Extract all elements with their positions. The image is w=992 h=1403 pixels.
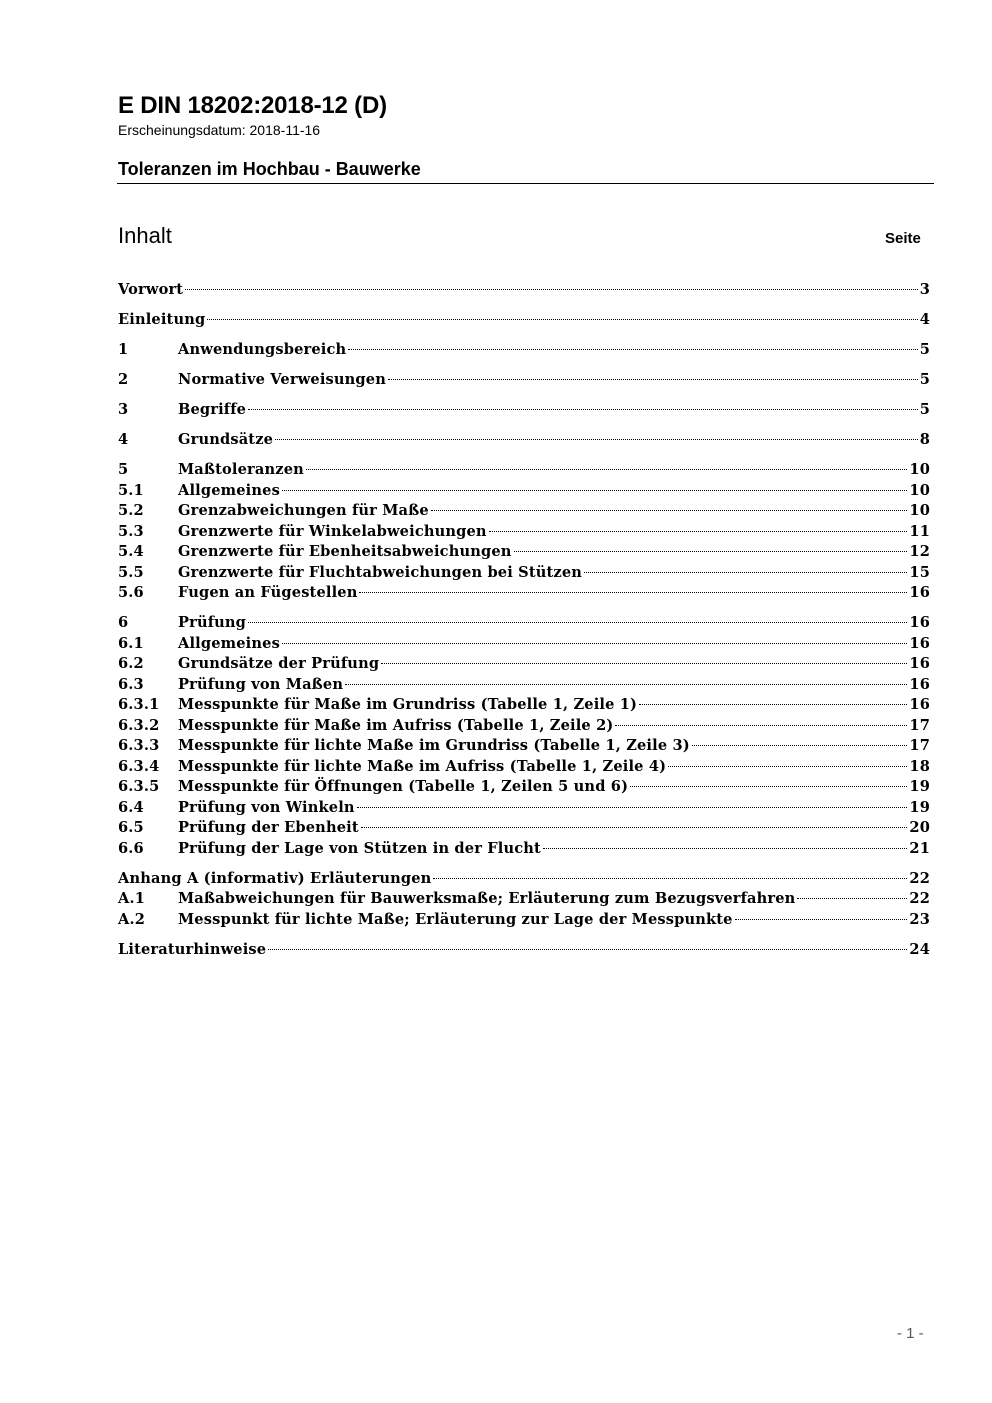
- toc-entry-number: 5.5: [118, 563, 144, 581]
- toc-leader-dots: [185, 289, 918, 290]
- toc-leader-dots: [361, 827, 908, 828]
- toc-entry[interactable]: [118, 370, 930, 391]
- toc-entry-page: 11: [909, 522, 930, 540]
- toc-entry-number: 2: [118, 371, 129, 388]
- title-divider: [117, 183, 934, 184]
- document-id: E DIN 18202:2018-12 (D): [118, 92, 387, 119]
- toc-entry-number: 4: [118, 431, 129, 448]
- toc-entry-title: Grenzabweichungen für Maße: [178, 502, 429, 519]
- toc-leader-dots: [306, 469, 908, 470]
- toc-entry-number: 6.3: [118, 675, 144, 693]
- toc-leader-dots: [357, 807, 908, 808]
- toc-entry-page: 3: [919, 281, 930, 298]
- toc-entry-title: Maßabweichungen für Bauwerksmaße; Erläuterung zum Bezugsverfahren: [178, 890, 796, 907]
- toc-entry[interactable]: [118, 910, 930, 931]
- toc-entry-number: 6.2: [118, 655, 144, 672]
- toc-leader-dots: [433, 878, 907, 879]
- toc-entry-page: 10: [909, 502, 930, 519]
- toc-entry-page: 17: [909, 716, 930, 734]
- toc-entry[interactable]: [118, 613, 930, 634]
- toc-entry-page: 16: [909, 584, 930, 601]
- toc-leader-dots: [630, 786, 907, 787]
- toc-entry-title: Prüfung: [178, 614, 247, 631]
- toc-entry-number: 6.5: [118, 819, 144, 836]
- toc-entry[interactable]: [118, 777, 930, 798]
- toc-entry-page: 4: [919, 311, 930, 328]
- toc-leader-dots: [584, 572, 907, 573]
- toc-entry-number: 5.4: [118, 543, 144, 560]
- toc-entry[interactable]: [118, 889, 930, 910]
- toc-entry-page: 18: [909, 757, 930, 775]
- toc-entry-title: Anwendungsbereich: [178, 341, 347, 358]
- toc-entry-title: Messpunkte für lichte Maße im Aufriss (Tabelle 1, Zeile 4): [178, 757, 667, 775]
- toc-entry[interactable]: [118, 460, 930, 481]
- toc-entry-title: Einleitung: [118, 311, 206, 328]
- toc-entry-page: 5: [919, 371, 930, 388]
- toc-entry-page: 12: [909, 543, 930, 560]
- toc-entry-title: Allgemeines: [178, 481, 280, 499]
- toc-page-column-label: Seite: [885, 230, 921, 247]
- page-number: - 1 -: [897, 1325, 924, 1342]
- toc-entry[interactable]: [118, 736, 930, 757]
- toc-entry-number: 5.1: [118, 481, 144, 499]
- toc-leader-dots: [248, 409, 918, 410]
- toc-leader-dots: [431, 510, 908, 511]
- toc-entry-page: 15: [909, 563, 930, 581]
- toc-entry-number: 6: [118, 614, 129, 631]
- toc-entry-title: Grundsätze der Prüfung: [178, 655, 380, 672]
- toc-entry[interactable]: [118, 675, 930, 696]
- toc-entry-title: Anhang A (informativ) Erläuterungen: [118, 869, 432, 887]
- toc-entry[interactable]: [118, 481, 930, 502]
- toc-entry-page: 21: [909, 839, 930, 857]
- toc-leader-dots: [388, 379, 918, 380]
- toc-entry-page: 19: [909, 798, 930, 816]
- toc-leader-dots: [692, 745, 908, 746]
- toc-leader-dots: [207, 319, 917, 320]
- toc-entry-page: 16: [909, 614, 930, 631]
- toc-entry-page: 24: [909, 940, 930, 958]
- table-of-contents: [118, 280, 930, 960]
- toc-entry-page: 5: [919, 341, 930, 358]
- toc-entry[interactable]: [118, 695, 930, 716]
- toc-entry-title: Normative Verweisungen: [178, 371, 386, 388]
- toc-leader-dots: [282, 643, 907, 644]
- toc-entry[interactable]: [118, 818, 930, 839]
- toc-entry-title: Messpunkte für lichte Maße im Grundriss (Tabelle 1, Zeile 3): [178, 737, 690, 754]
- publication-date: Erscheinungsdatum: 2018-11-16: [118, 122, 321, 138]
- toc-entry[interactable]: [118, 522, 930, 543]
- toc-leader-dots: [359, 592, 907, 593]
- toc-entry-page: 17: [909, 737, 930, 754]
- toc-entry-title: Vorwort: [118, 281, 184, 298]
- toc-entry-page: 5: [919, 401, 930, 418]
- toc-entry-title: Grenzwerte für Winkelabweichungen: [178, 522, 487, 540]
- toc-entry-number: 6.3.2: [118, 716, 160, 734]
- toc-entry[interactable]: [118, 634, 930, 655]
- toc-entry[interactable]: [118, 940, 930, 961]
- toc-entry[interactable]: [118, 757, 930, 778]
- toc-entry-number: 5: [118, 461, 129, 478]
- toc-entry[interactable]: [118, 280, 930, 301]
- toc-entry-title: Grenzwerte für Fluchtabweichungen bei Stützen: [178, 563, 583, 581]
- toc-entry-page: 8: [919, 431, 930, 448]
- toc-entry[interactable]: [118, 542, 930, 563]
- toc-entry-title: Fugen an Fügestellen: [178, 584, 358, 601]
- toc-entry-page: 19: [909, 778, 930, 795]
- toc-entry[interactable]: [118, 430, 930, 451]
- toc-leader-dots: [489, 531, 908, 532]
- toc-entry-title: Messpunkte für Maße im Aufriss (Tabelle 1, Zeile 2): [178, 716, 614, 734]
- toc-leader-dots: [668, 766, 907, 767]
- toc-entry[interactable]: [118, 310, 930, 331]
- toc-entry-title: Prüfung der Lage von Stützen in der Flucht: [178, 839, 541, 857]
- toc-entry-title: Messpunkte für Öffnungen (Tabelle 1, Zeilen 5 und 6): [178, 778, 629, 795]
- toc-entry-title: Allgemeines: [178, 634, 280, 652]
- toc-entry-number: 6.6: [118, 839, 144, 857]
- toc-entry-number: 6.3.1: [118, 696, 160, 713]
- toc-leader-dots: [639, 704, 907, 705]
- toc-leader-dots: [275, 439, 918, 440]
- toc-entry-title: Grundsätze: [178, 431, 274, 448]
- toc-entry-page: 22: [909, 869, 930, 887]
- toc-entry[interactable]: [118, 563, 930, 584]
- toc-entry-number: 5.2: [118, 502, 144, 519]
- toc-entry[interactable]: [118, 400, 930, 421]
- toc-entry[interactable]: [118, 839, 930, 860]
- toc-leader-dots: [797, 898, 907, 899]
- toc-entry[interactable]: [118, 340, 930, 361]
- toc-entry-title: Maßtoleranzen: [178, 461, 304, 478]
- toc-entry-page: 16: [909, 696, 930, 713]
- toc-entry-number: 6.3.3: [118, 737, 160, 754]
- toc-entry[interactable]: [118, 501, 930, 522]
- toc-leader-dots: [381, 663, 907, 664]
- toc-entry-number: 6.3.4: [118, 757, 160, 775]
- toc-entry-page: 20: [909, 819, 930, 836]
- toc-entry-page: 10: [909, 481, 930, 499]
- toc-entry-title: Messpunkte für Maße im Grundriss (Tabelle 1, Zeile 1): [178, 696, 638, 713]
- toc-entry-number: A.2: [118, 910, 146, 928]
- toc-heading: Inhalt: [118, 223, 172, 248]
- toc-entry-number: 5.6: [118, 584, 144, 601]
- document-title: Toleranzen im Hochbau - Bauwerke: [118, 159, 421, 179]
- toc-entry-number: 6.1: [118, 634, 144, 652]
- toc-leader-dots: [514, 551, 908, 552]
- toc-entry-number: 6.4: [118, 798, 144, 816]
- toc-entry[interactable]: [118, 583, 930, 604]
- toc-leader-dots: [268, 949, 907, 950]
- toc-entry[interactable]: [118, 798, 930, 819]
- toc-entry-page: 16: [909, 655, 930, 672]
- toc-entry[interactable]: [118, 716, 930, 737]
- toc-entry-title: Prüfung von Maßen: [178, 675, 344, 693]
- toc-entry-page: 23: [909, 910, 930, 928]
- toc-entry-title: Begriffe: [178, 401, 247, 418]
- toc-entry-page: 16: [909, 634, 930, 652]
- toc-entry-number: 1: [118, 341, 129, 358]
- toc-entry[interactable]: [118, 654, 930, 675]
- toc-entry-page: 22: [909, 890, 930, 907]
- toc-entry-page: 16: [909, 675, 930, 693]
- toc-entry-title: Prüfung der Ebenheit: [178, 819, 359, 836]
- toc-leader-dots: [348, 349, 917, 350]
- toc-entry-title: Messpunkt für lichte Maße; Erläuterung zur Lage der Messpunkte: [178, 910, 733, 928]
- toc-leader-dots: [543, 848, 907, 849]
- toc-entry-title: Prüfung von Winkeln: [178, 798, 355, 816]
- toc-leader-dots: [615, 725, 907, 726]
- toc-leader-dots: [248, 622, 907, 623]
- toc-entry-page: 10: [909, 461, 930, 478]
- toc-entry[interactable]: [118, 869, 930, 890]
- toc-entry-number: A.1: [118, 890, 146, 907]
- toc-leader-dots: [735, 919, 908, 920]
- toc-entry-title: Literaturhinweise: [118, 940, 267, 958]
- toc-entry-number: 3: [118, 401, 129, 418]
- toc-leader-dots: [345, 684, 907, 685]
- toc-entry-number: 5.3: [118, 522, 144, 540]
- toc-entry-title: Grenzwerte für Ebenheitsabweichungen: [178, 543, 512, 560]
- toc-entry-number: 6.3.5: [118, 778, 160, 795]
- toc-leader-dots: [282, 490, 907, 491]
